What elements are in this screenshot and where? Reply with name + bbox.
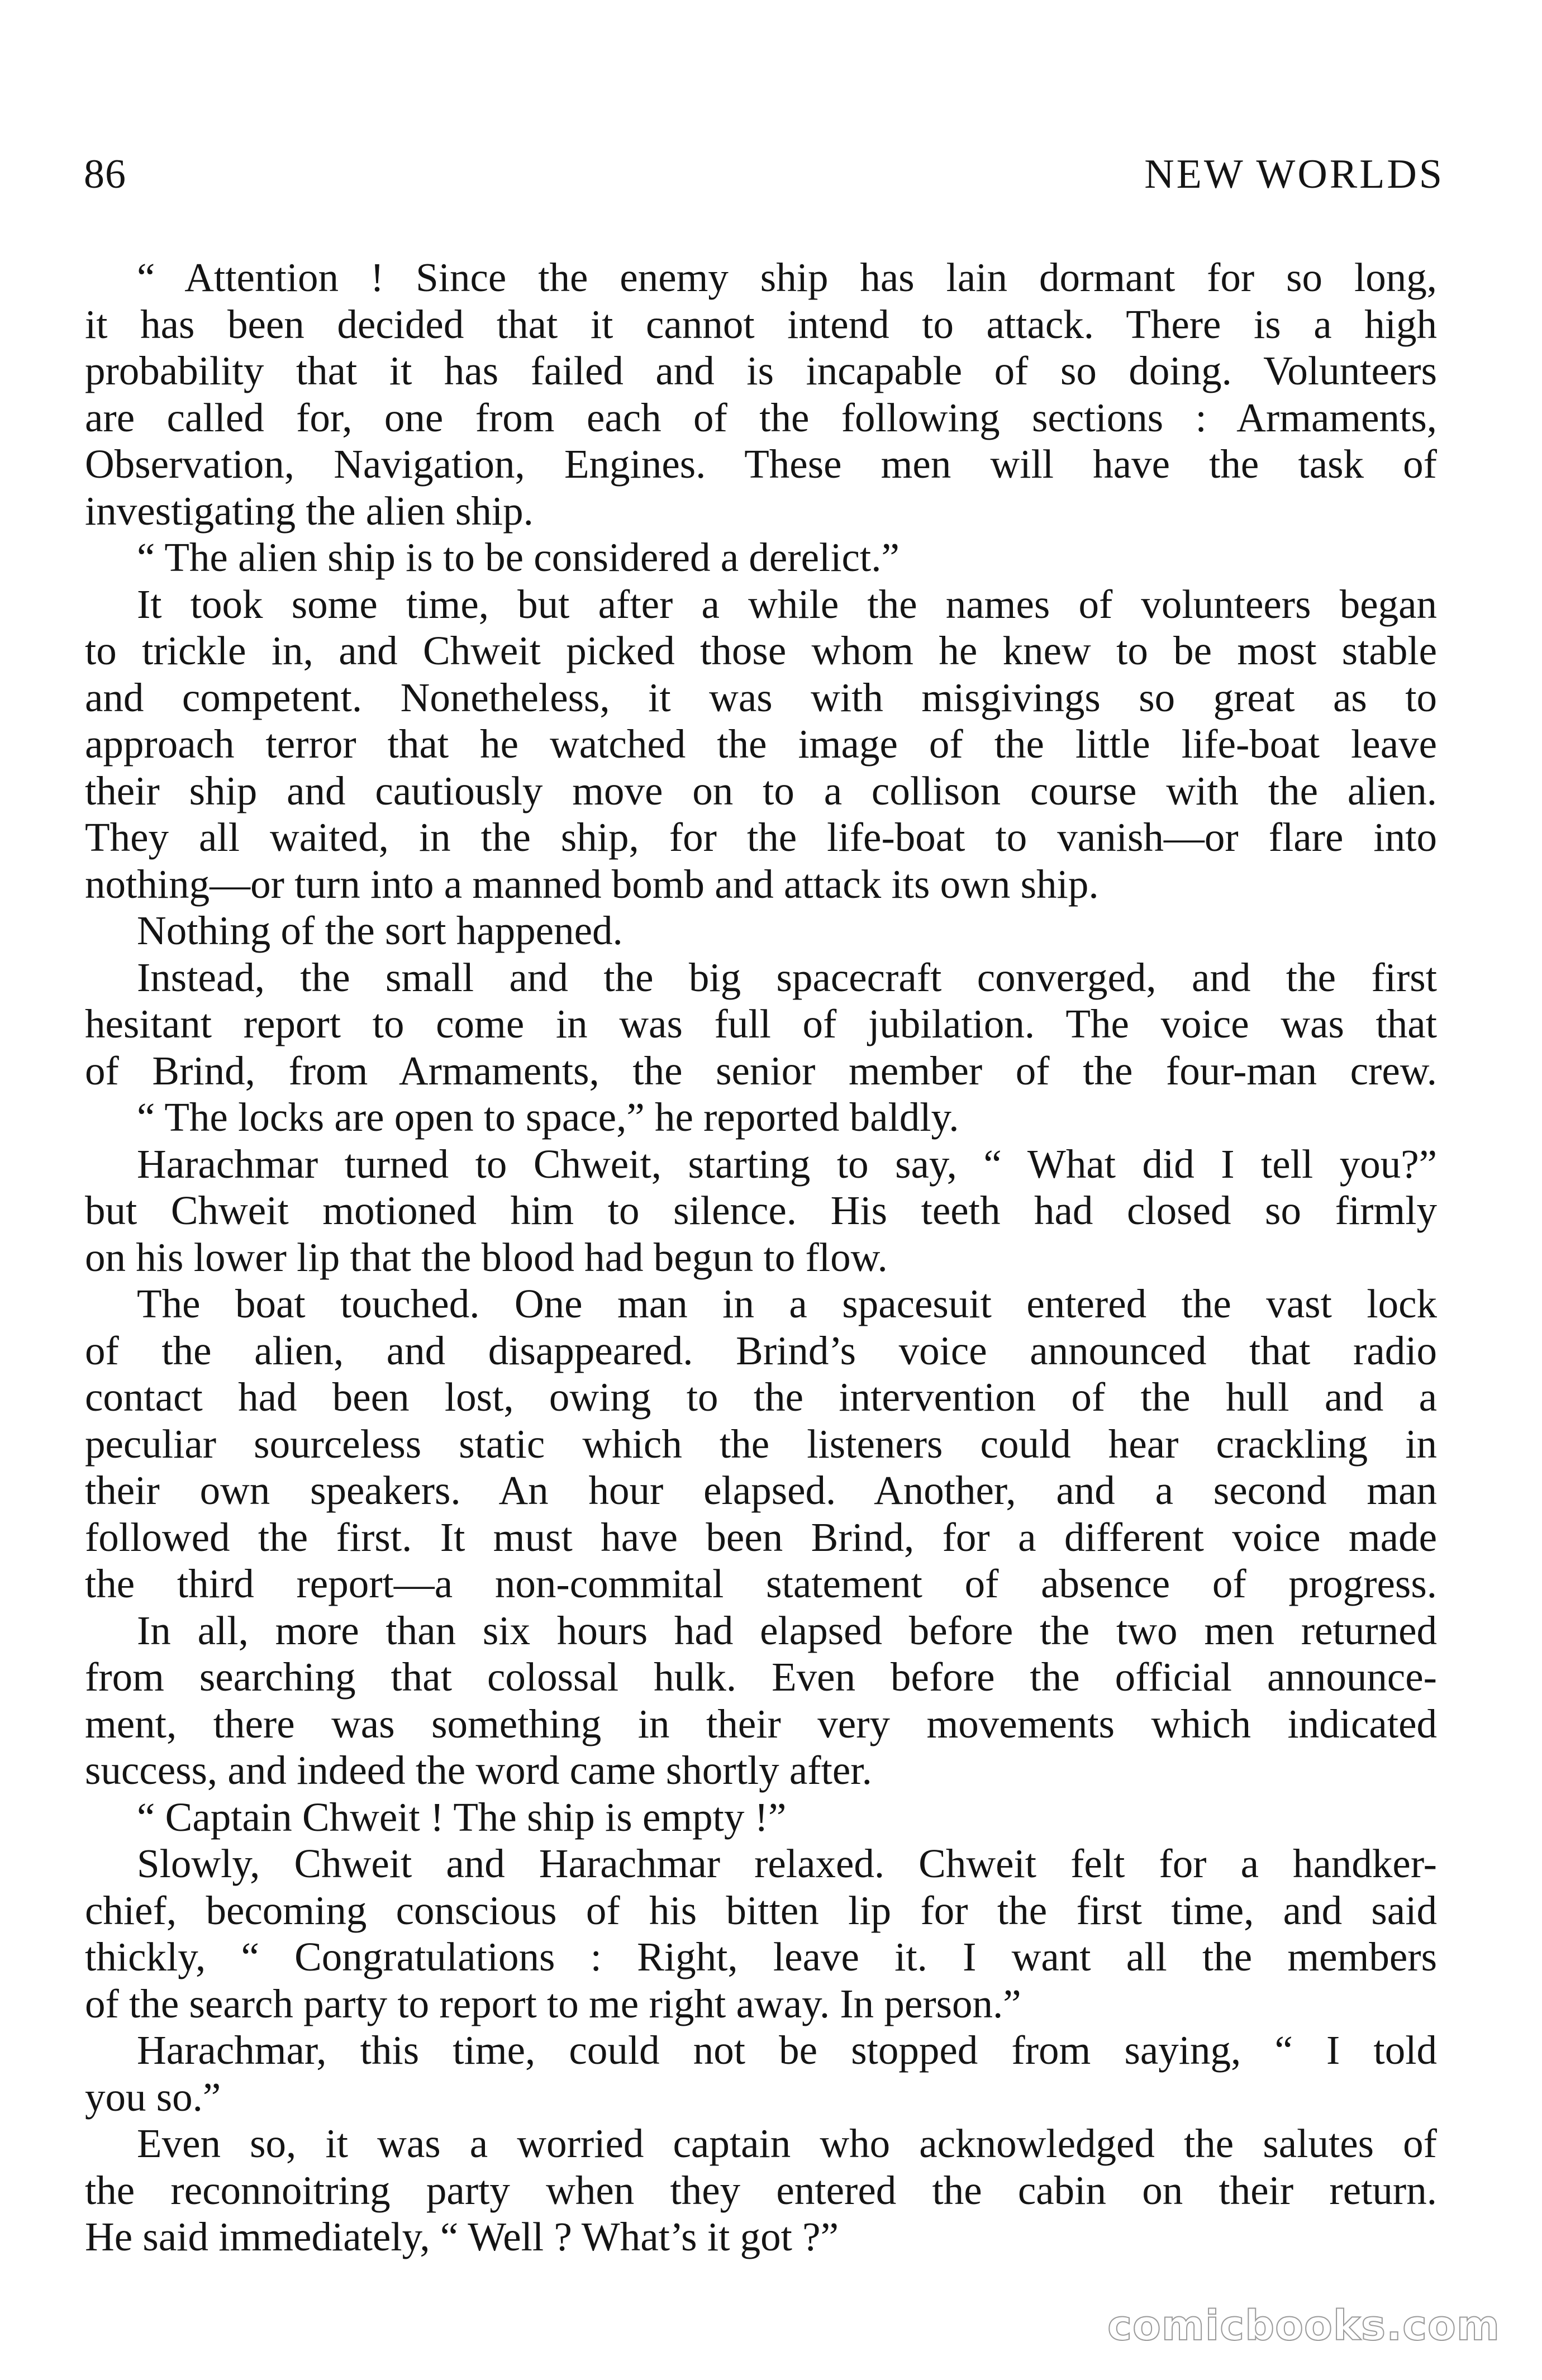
text-line: Even so, it was a worried captain who acknowledged the salutes of	[137, 2121, 1437, 2166]
text-line: contact had been lost, owing to the intervention of the hull and a	[85, 1374, 1437, 1420]
body-text	[85, 254, 1437, 2260]
text-line: chief, becoming conscious of his bitten lip for the first time, and said	[85, 1887, 1437, 1933]
text-line: ment, there was something in their very movements which indicated	[85, 1701, 1437, 1746]
text-line: thickly, “ Congratulations : Right, leave it. I want all the members	[85, 1934, 1437, 1979]
page-number: 86	[84, 151, 126, 197]
text-line: it has been decided that it cannot intend to attack. There is a high	[85, 301, 1437, 347]
text-line: The boat touched. One man in a spacesuit entered the vast lock	[137, 1281, 1437, 1326]
text-line: and competent. Nonetheless, it was with misgivings so great as to	[85, 674, 1437, 720]
text-line: success, and indeed the word came shortly after.	[85, 1748, 872, 1793]
text-line: “ Captain Chweit ! The ship is empty !”	[137, 1794, 787, 1840]
text-line: Observation, Navigation, Engines. These men will have the task of	[85, 441, 1437, 487]
text-line: their own speakers. An hour elapsed. Another, and a second man	[85, 1468, 1437, 1513]
text-line: of Brind, from Armaments, the senior member of the four-man crew.	[85, 1048, 1437, 1093]
text-line: “ The alien ship is to be considered a derelict.”	[137, 535, 900, 580]
text-line: “ Attention ! Since the enemy ship has lain dormant for so long,	[137, 255, 1437, 300]
text-line: Nothing of the sort happened.	[137, 908, 623, 953]
text-line: approach terror that he watched the image of the little life-boat leave	[85, 721, 1437, 767]
text-line: probability that it has failed and is incapable of so doing. Volunteers	[85, 348, 1437, 393]
text-line: investigating the alien ship.	[85, 488, 534, 534]
text-line: of the search party to report to me right away. In person.”	[85, 1981, 1021, 2026]
text-line: hesitant report to come in was full of jubilation. The voice was that	[85, 1001, 1437, 1046]
text-line: you so.”	[85, 2074, 221, 2120]
text-line: Instead, the small and the big spacecraft converged, and the first	[137, 954, 1437, 1000]
watermark-logo: comicbooks.com	[1107, 2302, 1500, 2350]
text-line: their ship and cautiously move on to a collison course with the alien.	[85, 768, 1437, 813]
text-line: Harachmar, this time, could not be stopped from saying, “ I told	[137, 2027, 1437, 2073]
text-line: to trickle in, and Chweit picked those whom he knew to be most stable	[85, 628, 1437, 673]
text-line: Slowly, Chweit and Harachmar relaxed. Chweit felt for a handker-	[137, 1841, 1437, 1886]
text-line: are called for, one from each of the following sections : Armaments,	[85, 394, 1437, 440]
text-line: the third report—a non-commital statement of absence of progress.	[85, 1561, 1437, 1606]
text-line: In all, more than six hours had elapsed before the two men returned	[137, 1607, 1437, 1653]
text-line: followed the first. It must have been Brind, for a different voice made	[85, 1514, 1437, 1560]
text-line: They all waited, in the ship, for the life-boat to vanish—or flare into	[85, 815, 1437, 860]
page-header	[84, 151, 1444, 207]
text-line: of the alien, and disappeared. Brind’s voice announced that radio	[85, 1327, 1437, 1373]
text-line: from searching that colossal hulk. Even before the official announce-	[85, 1654, 1437, 1700]
text-line: but Chweit motioned him to silence. His teeth had closed so firmly	[85, 1188, 1437, 1233]
text-line: He said immediately, “ Well ? What’s it got ?”	[85, 2214, 839, 2259]
text-line: peculiar sourceless static which the listeners could hear crackling in	[85, 1421, 1437, 1467]
text-line: It took some time, but after a while the names of volunteers began	[137, 581, 1437, 627]
text-line: the reconnoitring party when they entered the cabin on their return.	[85, 2167, 1437, 2213]
text-line: on his lower lip that the blood had begun to flow.	[85, 1234, 888, 1280]
text-line: “ The locks are open to space,” he reported baldly.	[137, 1094, 959, 1140]
running-head: NEW WORLDS	[1144, 151, 1444, 197]
text-line: nothing—or turn into a manned bomb and attack its own ship.	[85, 861, 1099, 907]
text-line: Harachmar turned to Chweit, starting to say, “ What did I tell you?”	[137, 1141, 1437, 1187]
